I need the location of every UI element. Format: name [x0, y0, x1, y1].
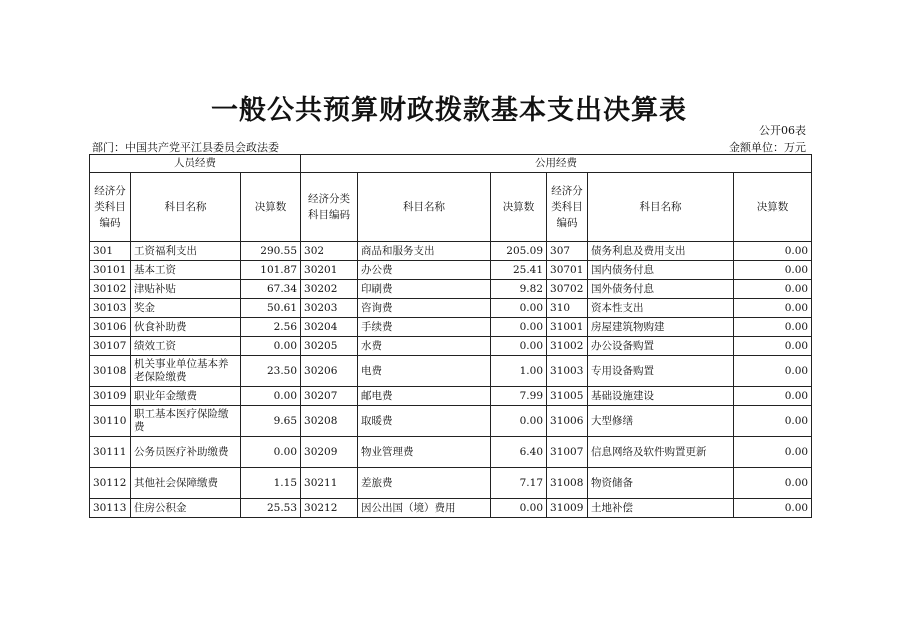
table-row — [90, 337, 812, 356]
code-cell: 30108 — [90, 356, 131, 387]
group-header-personnel: 人员经费 — [90, 155, 301, 173]
code-cell: 31009 — [547, 499, 588, 518]
code-cell: 30201 — [301, 261, 358, 280]
amount-cell: 1.15 — [241, 468, 301, 499]
code-cell: 30112 — [90, 468, 131, 499]
name-cell: 职业年金缴费 — [131, 387, 241, 406]
table-row — [90, 406, 812, 437]
code-cell: 30107 — [90, 337, 131, 356]
name-cell: 住房公积金 — [131, 499, 241, 518]
table-row — [90, 437, 812, 468]
name-cell: 奖金 — [131, 299, 241, 318]
code-cell: 30103 — [90, 299, 131, 318]
name-cell: 资本性支出 — [588, 299, 734, 318]
col-header-code-2: 经济分类科目编码 — [301, 173, 358, 242]
name-cell: 水费 — [358, 337, 491, 356]
col-header-amount-1: 决算数 — [241, 173, 301, 242]
amount-cell: 0.00 — [734, 437, 812, 468]
name-cell: 基础设施建设 — [588, 387, 734, 406]
name-cell: 印刷费 — [358, 280, 491, 299]
amount-cell: 0.00 — [734, 387, 812, 406]
amount-cell: 9.82 — [491, 280, 547, 299]
amount-cell: 50.61 — [241, 299, 301, 318]
amount-cell: 0.00 — [734, 356, 812, 387]
code-cell: 30209 — [301, 437, 358, 468]
group-header-public: 公用经费 — [301, 155, 812, 173]
name-cell: 国外债务付息 — [588, 280, 734, 299]
code-cell: 30101 — [90, 261, 131, 280]
amount-cell: 0.00 — [491, 406, 547, 437]
amount-cell: 6.40 — [491, 437, 547, 468]
name-cell: 办公费 — [358, 261, 491, 280]
name-cell: 因公出国（境）费用 — [358, 499, 491, 518]
table-row — [90, 499, 812, 518]
code-cell: 30208 — [301, 406, 358, 437]
amount-cell: 2.56 — [241, 318, 301, 337]
code-cell: 302 — [301, 242, 358, 261]
amount-cell: 0.00 — [734, 280, 812, 299]
amount-cell: 67.34 — [241, 280, 301, 299]
code-cell: 30111 — [90, 437, 131, 468]
code-cell: 30206 — [301, 356, 358, 387]
code-cell: 30701 — [547, 261, 588, 280]
department-label: 部门：中国共产党平江县委员会政法委 — [92, 141, 279, 154]
name-cell: 债务利息及费用支出 — [588, 242, 734, 261]
code-cell: 30204 — [301, 318, 358, 337]
amount-cell: 0.00 — [734, 299, 812, 318]
amount-cell: 0.00 — [491, 499, 547, 518]
amount-cell: 205.09 — [491, 242, 547, 261]
amount-cell: 0.00 — [491, 318, 547, 337]
code-cell: 31003 — [547, 356, 588, 387]
amount-cell: 1.00 — [491, 356, 547, 387]
amount-cell: 0.00 — [491, 337, 547, 356]
code-cell: 30205 — [301, 337, 358, 356]
table-row — [90, 468, 812, 499]
name-cell: 商品和服务支出 — [358, 242, 491, 261]
name-cell: 办公设备购置 — [588, 337, 734, 356]
table-row — [90, 280, 812, 299]
code-cell: 30102 — [90, 280, 131, 299]
name-cell: 土地补偿 — [588, 499, 734, 518]
code-cell: 31007 — [547, 437, 588, 468]
code-cell: 30202 — [301, 280, 358, 299]
form-number: 公开06表 — [759, 124, 806, 137]
amount-cell: 23.50 — [241, 356, 301, 387]
name-cell: 津贴补贴 — [131, 280, 241, 299]
name-cell: 专用设备购置 — [588, 356, 734, 387]
name-cell: 电费 — [358, 356, 491, 387]
page-title: 一般公共预算财政拨款基本支出决算表 — [211, 95, 687, 126]
name-cell: 机关事业单位基本养老保险缴费 — [131, 356, 241, 387]
code-cell: 301 — [90, 242, 131, 261]
name-cell: 基本工资 — [131, 261, 241, 280]
code-cell: 31005 — [547, 387, 588, 406]
amount-cell: 0.00 — [734, 242, 812, 261]
name-cell: 绩效工资 — [131, 337, 241, 356]
amount-cell: 0.00 — [734, 406, 812, 437]
amount-cell: 25.41 — [491, 261, 547, 280]
name-cell: 物资储备 — [588, 468, 734, 499]
name-cell: 手续费 — [358, 318, 491, 337]
name-cell: 其他社会保障缴费 — [131, 468, 241, 499]
code-cell: 30211 — [301, 468, 358, 499]
code-cell: 31008 — [547, 468, 588, 499]
amount-cell: 0.00 — [241, 387, 301, 406]
code-cell: 30702 — [547, 280, 588, 299]
amount-cell: 7.17 — [491, 468, 547, 499]
name-cell: 取暖费 — [358, 406, 491, 437]
name-cell: 公务员医疗补助缴费 — [131, 437, 241, 468]
code-cell: 31006 — [547, 406, 588, 437]
amount-unit-label: 金额单位：万元 — [729, 141, 806, 154]
code-cell: 307 — [547, 242, 588, 261]
budget-table — [89, 154, 812, 518]
amount-cell: 290.55 — [241, 242, 301, 261]
code-cell: 30109 — [90, 387, 131, 406]
table-row — [90, 387, 812, 406]
name-cell: 房屋建筑物购建 — [588, 318, 734, 337]
name-cell: 差旅费 — [358, 468, 491, 499]
code-cell: 31002 — [547, 337, 588, 356]
name-cell: 国内债务付息 — [588, 261, 734, 280]
table-row — [90, 299, 812, 318]
amount-cell: 0.00 — [734, 318, 812, 337]
code-cell: 30113 — [90, 499, 131, 518]
col-header-name-1: 科目名称 — [131, 173, 241, 242]
amount-cell: 0.00 — [734, 337, 812, 356]
amount-cell: 0.00 — [241, 437, 301, 468]
col-header-name-3: 科目名称 — [588, 173, 734, 242]
name-cell: 职工基本医疗保险缴费 — [131, 406, 241, 437]
code-cell: 310 — [547, 299, 588, 318]
code-cell: 30106 — [90, 318, 131, 337]
amount-cell: 0.00 — [491, 299, 547, 318]
name-cell: 咨询费 — [358, 299, 491, 318]
name-cell: 伙食补助费 — [131, 318, 241, 337]
name-cell: 物业管理费 — [358, 437, 491, 468]
code-cell: 30203 — [301, 299, 358, 318]
amount-cell: 101.87 — [241, 261, 301, 280]
col-header-code-3: 经济分类科目编码 — [547, 173, 588, 242]
code-cell: 30110 — [90, 406, 131, 437]
amount-cell: 9.65 — [241, 406, 301, 437]
table-row — [90, 356, 812, 387]
table-row — [90, 261, 812, 280]
amount-cell: 0.00 — [241, 337, 301, 356]
name-cell: 大型修缮 — [588, 406, 734, 437]
amount-cell: 25.53 — [241, 499, 301, 518]
amount-cell: 0.00 — [734, 499, 812, 518]
code-cell: 30212 — [301, 499, 358, 518]
amount-cell: 7.99 — [491, 387, 547, 406]
code-cell: 30207 — [301, 387, 358, 406]
col-header-amount-2: 决算数 — [491, 173, 547, 242]
table-row — [90, 318, 812, 337]
table-row — [90, 242, 812, 261]
code-cell: 31001 — [547, 318, 588, 337]
amount-cell: 0.00 — [734, 468, 812, 499]
amount-cell: 0.00 — [734, 261, 812, 280]
name-cell: 工资福利支出 — [131, 242, 241, 261]
col-header-name-2: 科目名称 — [358, 173, 491, 242]
col-header-code-1: 经济分类科目编码 — [90, 173, 131, 242]
name-cell: 邮电费 — [358, 387, 491, 406]
col-header-amount-3: 决算数 — [734, 173, 812, 242]
name-cell: 信息网络及软件购置更新 — [588, 437, 734, 468]
